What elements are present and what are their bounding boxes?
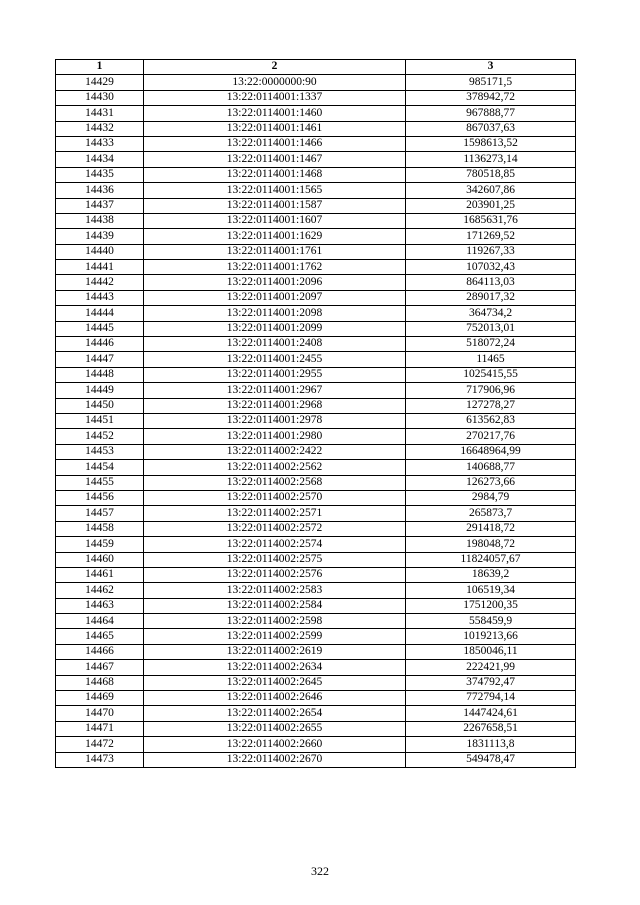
value-cell: 985171,5 (406, 75, 576, 90)
row-number-cell: 14434 (56, 152, 144, 167)
cadastral-number-cell: 13:22:0000000:90 (144, 75, 406, 90)
cadastral-number-cell: 13:22:0114002:2574 (144, 537, 406, 552)
table-row (56, 275, 576, 290)
cadastral-number-cell: 13:22:0114002:2598 (144, 614, 406, 629)
row-number-cell: 14437 (56, 198, 144, 213)
table-row (56, 475, 576, 490)
cadastral-number-cell: 13:22:0114001:1466 (144, 136, 406, 151)
value-cell: 1136273,14 (406, 152, 576, 167)
row-number-cell: 14471 (56, 721, 144, 736)
cadastral-number-cell: 13:22:0114002:2562 (144, 460, 406, 475)
row-number-cell: 14456 (56, 490, 144, 505)
row-number-cell: 14461 (56, 567, 144, 582)
value-cell: 1831113,8 (406, 737, 576, 752)
cadastral-number-cell: 13:22:0114002:2568 (144, 475, 406, 490)
value-cell: 1685631,76 (406, 213, 576, 228)
cadastral-number-cell: 13:22:0114002:2660 (144, 737, 406, 752)
value-cell: 1447424,61 (406, 706, 576, 721)
row-number-cell: 14438 (56, 213, 144, 228)
row-number-cell: 14442 (56, 275, 144, 290)
row-number-cell: 14439 (56, 229, 144, 244)
value-cell: 291418,72 (406, 521, 576, 536)
cadastral-number-cell: 13:22:0114002:2584 (144, 598, 406, 613)
table-row (56, 614, 576, 629)
value-cell: 613562,83 (406, 413, 576, 428)
row-number-cell: 14451 (56, 413, 144, 428)
column-header-3: 3 (406, 60, 576, 75)
value-cell: 717906,96 (406, 383, 576, 398)
table-row (56, 583, 576, 598)
row-number-cell: 14466 (56, 644, 144, 659)
table-row (56, 198, 576, 213)
table-row (56, 244, 576, 259)
row-number-cell: 14444 (56, 306, 144, 321)
value-cell: 265873,7 (406, 506, 576, 521)
cadastral-number-cell: 13:22:0114001:1761 (144, 244, 406, 259)
table-row (56, 383, 576, 398)
table-row (56, 567, 576, 582)
row-number-cell: 14472 (56, 737, 144, 752)
cadastral-number-cell: 13:22:0114001:2968 (144, 398, 406, 413)
cadastral-number-cell: 13:22:0114001:1587 (144, 198, 406, 213)
value-cell: 549478,47 (406, 752, 576, 767)
value-cell: 198048,72 (406, 537, 576, 552)
value-cell: 126273,66 (406, 475, 576, 490)
value-cell: 140688,77 (406, 460, 576, 475)
table-row (56, 429, 576, 444)
row-number-cell: 14470 (56, 706, 144, 721)
row-number-cell: 14450 (56, 398, 144, 413)
cadastral-number-cell: 13:22:0114001:1461 (144, 121, 406, 136)
row-number-cell: 14446 (56, 337, 144, 352)
row-number-cell: 14435 (56, 167, 144, 182)
table-row (56, 675, 576, 690)
cadastral-number-cell: 13:22:0114002:2599 (144, 629, 406, 644)
row-number-cell: 14473 (56, 752, 144, 767)
table-row (56, 706, 576, 721)
table-header (56, 60, 576, 75)
table-row (56, 521, 576, 536)
value-cell: 1598613,52 (406, 136, 576, 151)
value-cell: 11465 (406, 352, 576, 367)
cadastral-number-cell: 13:22:0114002:2655 (144, 721, 406, 736)
row-number-cell: 14460 (56, 552, 144, 567)
table-row (56, 460, 576, 475)
value-cell: 171269,52 (406, 229, 576, 244)
row-number-cell: 14457 (56, 506, 144, 521)
page-number: 322 (311, 864, 329, 878)
column-header-2: 2 (144, 60, 406, 75)
value-cell: 342607,86 (406, 183, 576, 198)
value-cell: 378942,72 (406, 90, 576, 105)
cadastral-number-cell: 13:22:0114002:2654 (144, 706, 406, 721)
row-number-cell: 14465 (56, 629, 144, 644)
value-cell: 127278,27 (406, 398, 576, 413)
cadastral-number-cell: 13:22:0114001:2978 (144, 413, 406, 428)
cadastral-number-cell: 13:22:0114002:2670 (144, 752, 406, 767)
row-number-cell: 14464 (56, 614, 144, 629)
row-number-cell: 14448 (56, 367, 144, 382)
cadastral-number-cell: 13:22:0114001:1337 (144, 90, 406, 105)
value-cell: 864113,03 (406, 275, 576, 290)
row-number-cell: 14449 (56, 383, 144, 398)
row-number-cell: 14429 (56, 75, 144, 90)
cadastral-number-cell: 13:22:0114002:2571 (144, 506, 406, 521)
value-cell: 106519,34 (406, 583, 576, 598)
row-number-cell: 14462 (56, 583, 144, 598)
data-table (55, 59, 576, 768)
cadastral-number-cell: 13:22:0114002:2645 (144, 675, 406, 690)
cadastral-number-cell: 13:22:0114002:2583 (144, 583, 406, 598)
row-number-cell: 14443 (56, 290, 144, 305)
table-row (56, 75, 576, 90)
table-row (56, 136, 576, 151)
row-number-cell: 14432 (56, 121, 144, 136)
table-row (56, 90, 576, 105)
cadastral-number-cell: 13:22:0114002:2572 (144, 521, 406, 536)
cadastral-number-cell: 13:22:0114001:1468 (144, 167, 406, 182)
table-row (56, 537, 576, 552)
value-cell: 222421,99 (406, 660, 576, 675)
table-row (56, 121, 576, 136)
cadastral-number-cell: 13:22:0114002:2422 (144, 444, 406, 459)
value-cell: 203901,25 (406, 198, 576, 213)
cadastral-number-cell: 13:22:0114001:2096 (144, 275, 406, 290)
table-row (56, 490, 576, 505)
table-row (56, 660, 576, 675)
table-row (56, 260, 576, 275)
value-cell: 107032,43 (406, 260, 576, 275)
value-cell: 967888,77 (406, 106, 576, 121)
table-row (56, 152, 576, 167)
table-row (56, 644, 576, 659)
cadastral-number-cell: 13:22:0114001:2099 (144, 321, 406, 336)
table-row (56, 352, 576, 367)
value-cell: 1751200,35 (406, 598, 576, 613)
row-number-cell: 14431 (56, 106, 144, 121)
value-cell: 270217,76 (406, 429, 576, 444)
value-cell: 867037,63 (406, 121, 576, 136)
table-row (56, 306, 576, 321)
value-cell: 752013,01 (406, 321, 576, 336)
table-row (56, 367, 576, 382)
header-row (56, 60, 576, 75)
cadastral-number-cell: 13:22:0114001:2097 (144, 290, 406, 305)
cadastral-number-cell: 13:22:0114002:2646 (144, 691, 406, 706)
row-number-cell: 14447 (56, 352, 144, 367)
cadastral-number-cell: 13:22:0114001:1460 (144, 106, 406, 121)
row-number-cell: 14433 (56, 136, 144, 151)
row-number-cell: 14463 (56, 598, 144, 613)
value-cell: 2267658,51 (406, 721, 576, 736)
value-cell: 1025415,55 (406, 367, 576, 382)
table-row (56, 337, 576, 352)
table-row (56, 106, 576, 121)
cadastral-number-cell: 13:22:0114001:2455 (144, 352, 406, 367)
value-cell: 11824057,67 (406, 552, 576, 567)
value-cell: 1019213,66 (406, 629, 576, 644)
table-row (56, 629, 576, 644)
row-number-cell: 14459 (56, 537, 144, 552)
table-row (56, 167, 576, 182)
table-row (56, 737, 576, 752)
cadastral-number-cell: 13:22:0114001:1762 (144, 260, 406, 275)
cadastral-number-cell: 13:22:0114001:2967 (144, 383, 406, 398)
value-cell: 364734,2 (406, 306, 576, 321)
cadastral-number-cell: 13:22:0114001:1629 (144, 229, 406, 244)
cadastral-number-cell: 13:22:0114001:1607 (144, 213, 406, 228)
cadastral-number-cell: 13:22:0114002:2570 (144, 490, 406, 505)
value-cell: 289017,32 (406, 290, 576, 305)
row-number-cell: 14430 (56, 90, 144, 105)
value-cell: 119267,33 (406, 244, 576, 259)
cadastral-number-cell: 13:22:0114001:2955 (144, 367, 406, 382)
table-row (56, 506, 576, 521)
table-row (56, 752, 576, 767)
cadastral-number-cell: 13:22:0114001:2408 (144, 337, 406, 352)
cadastral-number-cell: 13:22:0114002:2575 (144, 552, 406, 567)
table-row (56, 183, 576, 198)
cadastral-number-cell: 13:22:0114002:2634 (144, 660, 406, 675)
row-number-cell: 14458 (56, 521, 144, 536)
table-row (56, 691, 576, 706)
table-row (56, 413, 576, 428)
cadastral-number-cell: 13:22:0114001:1565 (144, 183, 406, 198)
row-number-cell: 14467 (56, 660, 144, 675)
table-row (56, 290, 576, 305)
table-row (56, 321, 576, 336)
cadastral-number-cell: 13:22:0114001:2098 (144, 306, 406, 321)
table-row (56, 398, 576, 413)
row-number-cell: 14452 (56, 429, 144, 444)
row-number-cell: 14436 (56, 183, 144, 198)
row-number-cell: 14454 (56, 460, 144, 475)
table-row (56, 552, 576, 567)
value-cell: 374792,47 (406, 675, 576, 690)
table-body (56, 75, 576, 768)
cadastral-number-cell: 13:22:0114001:2980 (144, 429, 406, 444)
table-row (56, 213, 576, 228)
row-number-cell: 14455 (56, 475, 144, 490)
table-row (56, 598, 576, 613)
table-row (56, 229, 576, 244)
value-cell: 780518,85 (406, 167, 576, 182)
table-row (56, 444, 576, 459)
value-cell: 1850046,11 (406, 644, 576, 659)
row-number-cell: 14453 (56, 444, 144, 459)
value-cell: 16648964,99 (406, 444, 576, 459)
cadastral-number-cell: 13:22:0114002:2576 (144, 567, 406, 582)
cadastral-number-cell: 13:22:0114001:1467 (144, 152, 406, 167)
row-number-cell: 14441 (56, 260, 144, 275)
value-cell: 518072,24 (406, 337, 576, 352)
row-number-cell: 14440 (56, 244, 144, 259)
row-number-cell: 14469 (56, 691, 144, 706)
cadastral-number-cell: 13:22:0114002:2619 (144, 644, 406, 659)
row-number-cell: 14468 (56, 675, 144, 690)
value-cell: 772794,14 (406, 691, 576, 706)
value-cell: 558459,9 (406, 614, 576, 629)
column-header-1: 1 (56, 60, 144, 75)
value-cell: 2984,79 (406, 490, 576, 505)
row-number-cell: 14445 (56, 321, 144, 336)
table-row (56, 721, 576, 736)
value-cell: 18639,2 (406, 567, 576, 582)
